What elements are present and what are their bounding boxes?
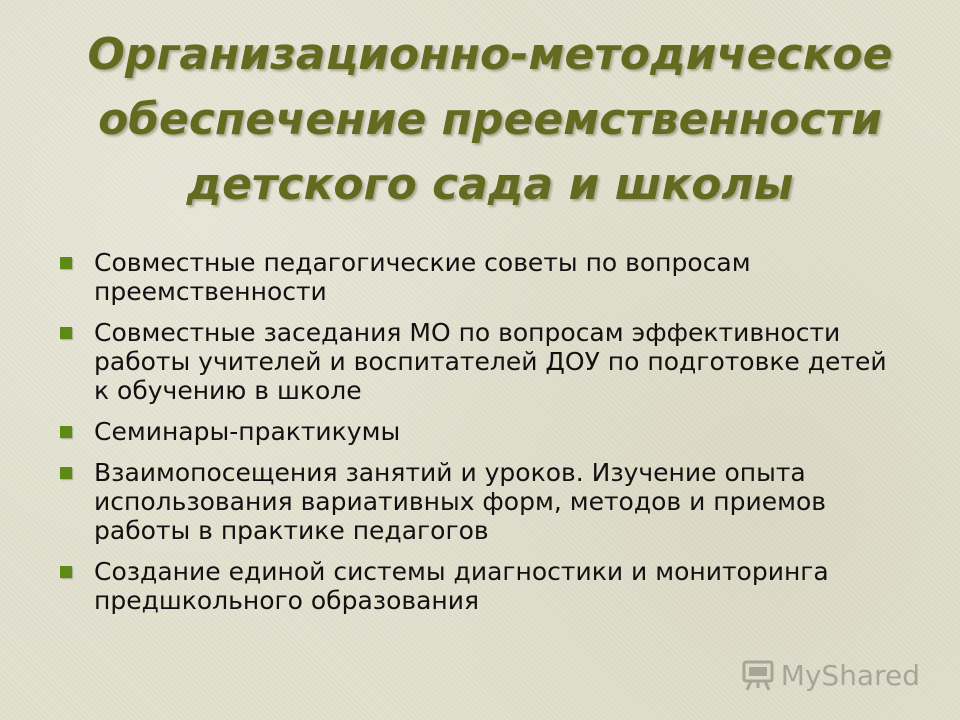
bullet-item <box>58 557 908 615</box>
presentation-board-icon <box>741 658 775 692</box>
bullet-item <box>58 318 908 405</box>
title-line-3: детского сада и школы <box>186 159 794 210</box>
bullet-item <box>58 458 908 545</box>
myshared-watermark <box>741 654 920 696</box>
bullet-square-icon <box>60 467 72 479</box>
title-line-1: Организационно-методическое <box>87 29 893 80</box>
bullet-square-icon <box>60 257 72 269</box>
bullet-item <box>58 417 908 446</box>
bullet-text: Семинары-практикумы <box>94 417 401 446</box>
bullet-item <box>58 248 908 306</box>
bullet-text: Создание единой системы диагностики и мониторинга предшкольного образования <box>94 557 829 615</box>
slide-title <box>60 22 920 217</box>
bullet-text: Совместные заседания МО по вопросам эффективности работы учителей и воспитателей ДОУ по подготовке детей к обучению в школе <box>94 318 887 405</box>
bullet-square-icon <box>60 327 72 339</box>
bullet-list <box>58 248 908 627</box>
bullet-square-icon <box>60 566 72 578</box>
bullet-text: Совместные педагогические советы по вопросам преемственности <box>94 248 751 306</box>
watermark-text: MyShared <box>780 658 920 692</box>
bullet-text: Взаимопосещения занятий и уроков. Изучение опыта использования вариативных форм, методов и приемов работы в практике педагогов <box>94 458 827 545</box>
bullet-square-icon <box>60 426 72 438</box>
title-line-2: обеспечение преемственности <box>98 94 882 145</box>
